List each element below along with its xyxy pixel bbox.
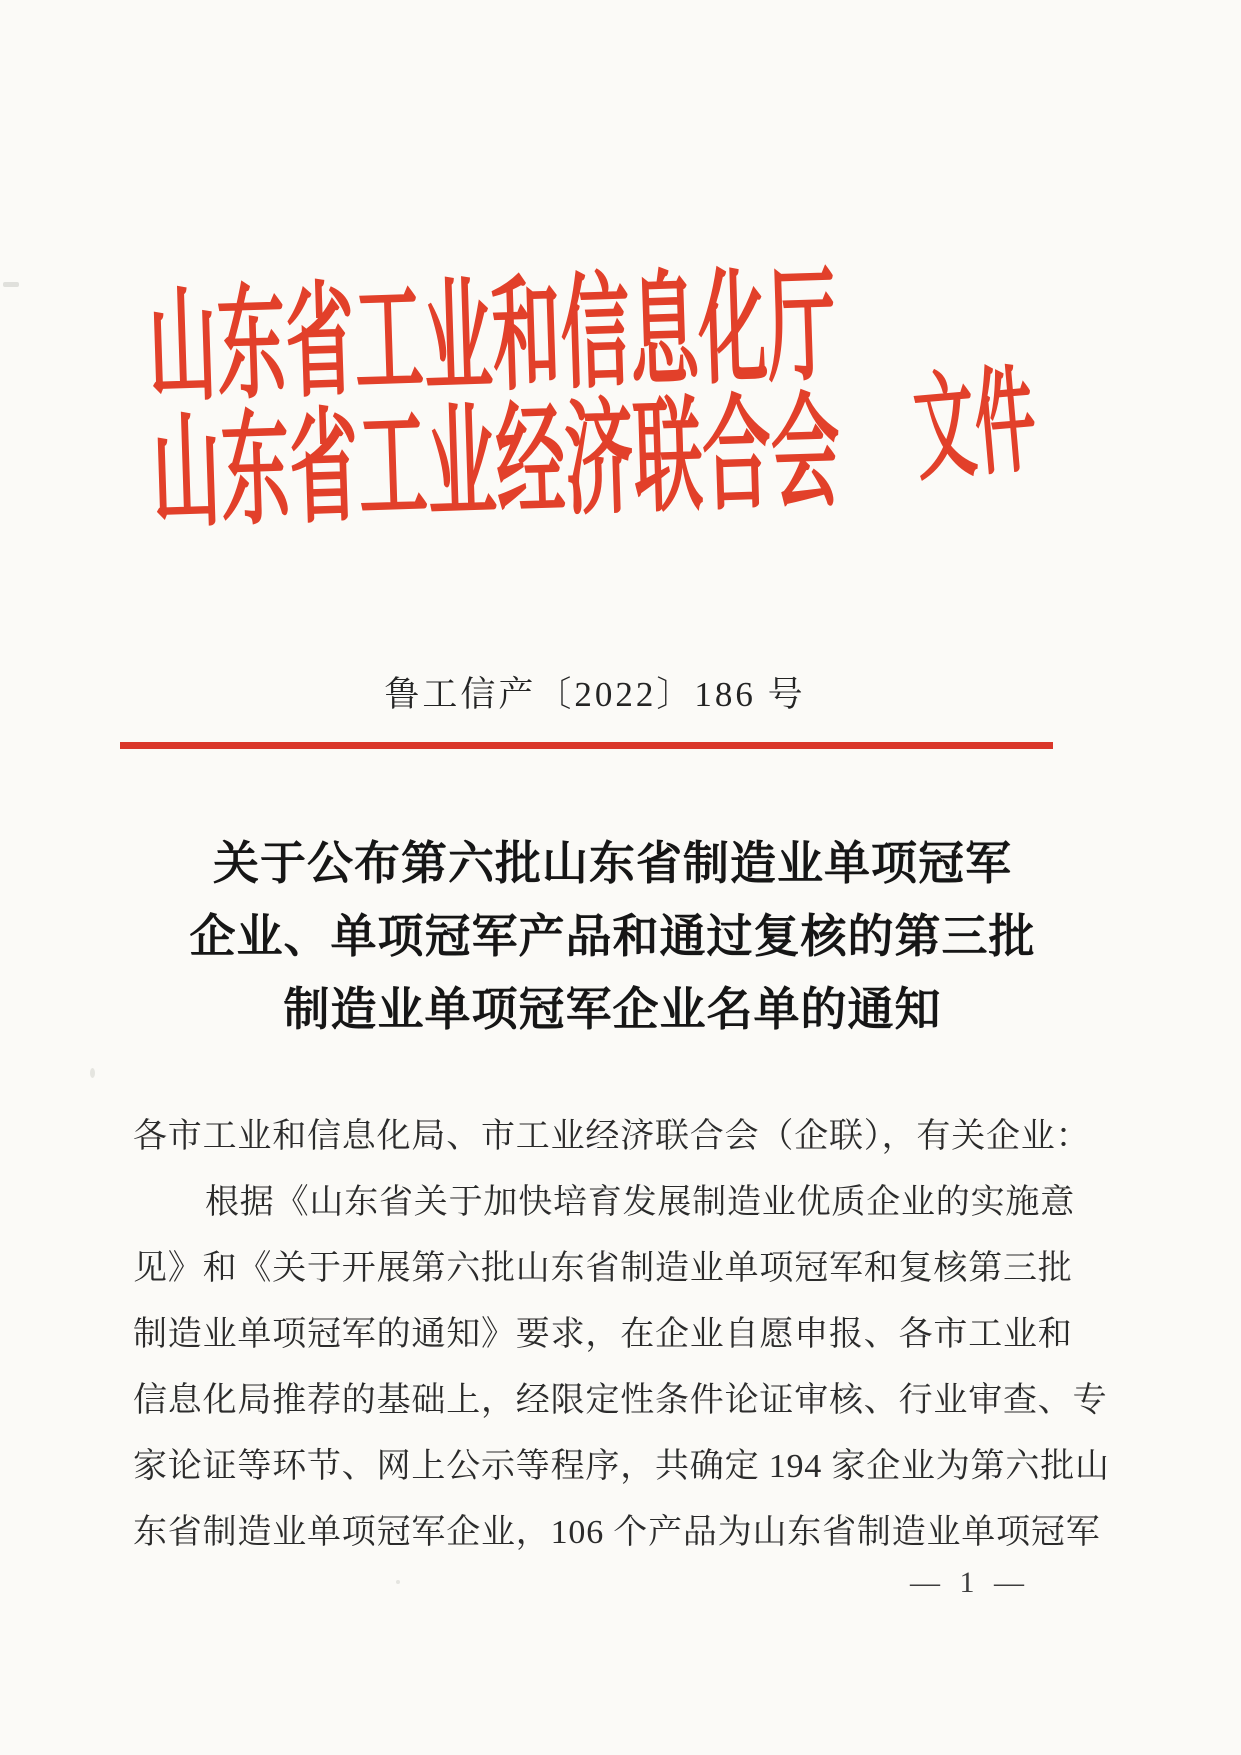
body-line: 东省制造业单项冠军企业，106 个产品为山东省制造业单项冠军 — [133, 1514, 1101, 1551]
document-number: 鲁工信产〔2022〕186 号 — [384, 675, 806, 714]
body-line: 根据《山东省关于加快培育发展制造业优质企业的实施意 — [205, 1184, 1075, 1221]
red-divider-rule — [120, 742, 1053, 749]
body-line: 制造业单项冠军的通知》要求，在企业自愿申报、各市工业和 — [133, 1316, 1073, 1353]
scan-artifact — [3, 282, 19, 287]
org-name-line2: 山东省工业经济联合会 — [149, 384, 843, 543]
body-line: 信息化局推荐的基础上，经限定性条件论证审核、行业审查、专 — [133, 1382, 1108, 1419]
title-line-3: 制造业单项冠军企业名单的通知 — [283, 984, 942, 1035]
document-body — [133, 1104, 1138, 1566]
scan-artifact — [90, 1068, 95, 1078]
title-line-2: 企业、单项冠军产品和通过复核的第三批 — [189, 911, 1036, 962]
letterhead-suffix: 文件 — [909, 357, 1041, 496]
page-number: — 1 — — [910, 1566, 1030, 1599]
scan-artifact — [396, 1580, 400, 1584]
title-line-1: 关于公布第六批山东省制造业单项冠军 — [213, 838, 1012, 889]
body-line-salutation: 各市工业和信息化局、市工业经济联合会（企联），有关企业： — [133, 1118, 1091, 1155]
org-name-line1: 山东省工业和信息化厅 — [145, 258, 839, 417]
document-title — [0, 827, 1225, 1046]
body-line: 见》和《关于开展第六批山东省制造业单项冠军和复核第三批 — [133, 1250, 1073, 1287]
letterhead — [146, 259, 844, 545]
body-line: 家论证等环节、网上公示等程序，共确定 194 家企业为第六批山 — [133, 1448, 1110, 1485]
